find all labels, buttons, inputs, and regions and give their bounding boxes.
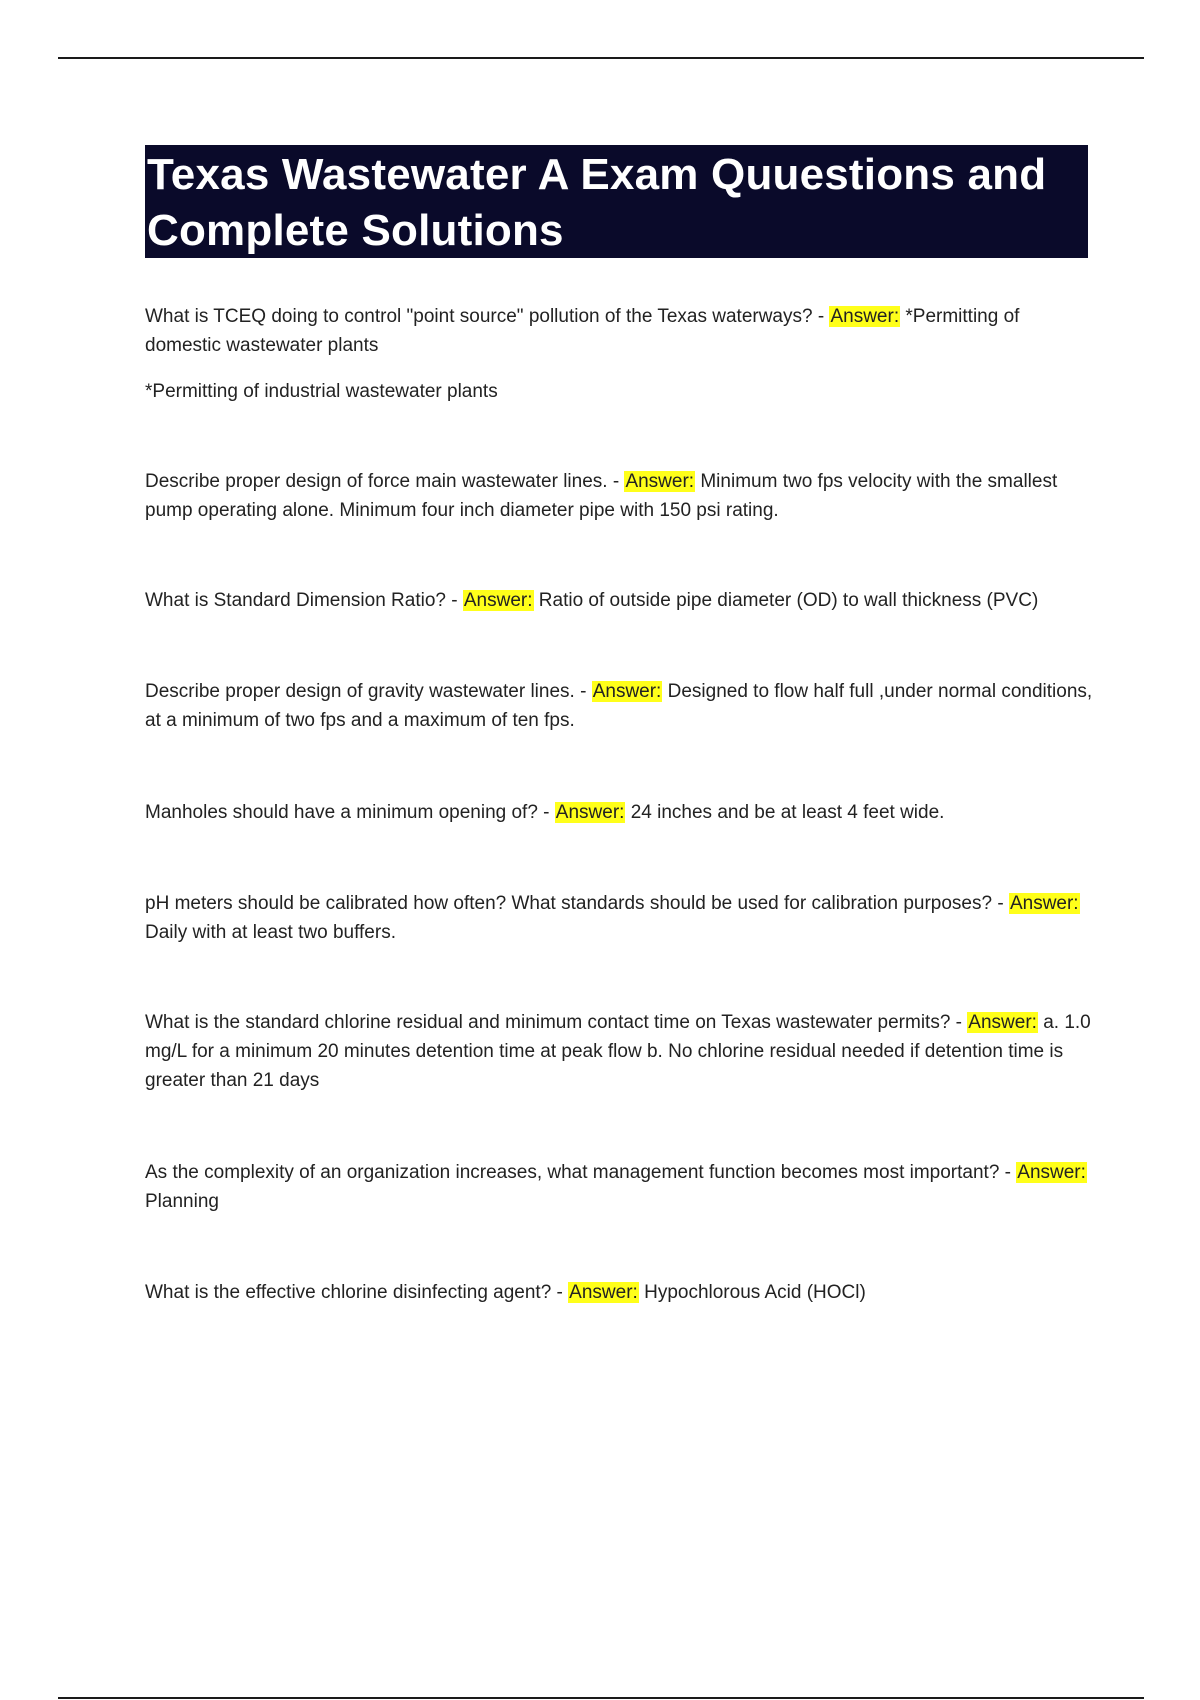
qa-paragraph bbox=[145, 798, 1095, 827]
qa-item bbox=[145, 1008, 1095, 1095]
question-text: What is the effective chlorine disinfecting agent? - bbox=[145, 1282, 569, 1303]
title-banner bbox=[145, 145, 1088, 258]
question-text: Describe proper design of gravity wastewater lines. - bbox=[145, 681, 592, 702]
answer-text: Ratio of outside pipe diameter (OD) to wall thickness (PVC) bbox=[533, 590, 1039, 611]
qa-paragraph bbox=[145, 467, 1095, 525]
answer-text: Planning bbox=[145, 1191, 219, 1212]
qa-item bbox=[145, 1158, 1095, 1216]
answer-label: Answer: bbox=[1017, 1162, 1086, 1183]
qa-paragraph bbox=[145, 1008, 1095, 1095]
answer-label: Answer: bbox=[830, 306, 900, 327]
answer-text: Minimum two fps velocity with the smallest pump operating alone. Minimum four inch diameter pipe with 150 psi rating. bbox=[145, 471, 1058, 521]
answer-text: Designed to flow half full ,under normal conditions, at a minimum of two fps and a maximum of ten fps. bbox=[145, 681, 1093, 731]
question-text: What is Standard Dimension Ratio? - bbox=[145, 590, 463, 611]
qa-item bbox=[145, 889, 1095, 947]
qa-item bbox=[145, 798, 1095, 827]
qa-item bbox=[145, 1278, 1095, 1307]
document-title: Texas Wastewater A Exam Quuestions and Complete Solutions bbox=[147, 150, 1047, 255]
qa-item bbox=[145, 677, 1095, 735]
qa-item bbox=[145, 586, 1095, 615]
qa-item bbox=[145, 467, 1095, 525]
answer-label: Answer: bbox=[463, 590, 533, 611]
answer-label: Answer: bbox=[1009, 893, 1079, 914]
answer-label: Answer: bbox=[569, 1282, 638, 1303]
qa-paragraph bbox=[145, 677, 1095, 735]
question-text: pH meters should be calibrated how often? What standards should be used for calibration purposes? - bbox=[145, 893, 1009, 914]
qa-item bbox=[145, 302, 1095, 406]
question-text: As the complexity of an organization increases, what management function becomes most important? - bbox=[145, 1162, 1017, 1183]
bottom-rule bbox=[58, 1697, 1144, 1699]
top-rule bbox=[58, 57, 1144, 59]
answer-label: Answer: bbox=[592, 681, 662, 702]
answer-text: a. 1.0 mg/L for a minimum 20 minutes detention time at peak flow b. No chlorine residual needed if detention time is greater than 21 days bbox=[145, 1012, 1091, 1091]
qa-paragraph bbox=[145, 889, 1095, 947]
qa-paragraph bbox=[145, 1158, 1095, 1216]
answer-label: Answer: bbox=[555, 802, 625, 823]
answer-text: Daily with at least two buffers. bbox=[145, 922, 396, 943]
qa-paragraph bbox=[145, 1278, 1095, 1307]
answer-text: *Permitting of domestic wastewater plants bbox=[145, 306, 1020, 356]
question-text: What is the standard chlorine residual and minimum contact time on Texas wastewater permits? - bbox=[145, 1012, 968, 1033]
question-text: Manholes should have a minimum opening of? - bbox=[145, 802, 555, 823]
answer-label: Answer: bbox=[625, 471, 695, 492]
qa-paragraph bbox=[145, 302, 1095, 360]
answer-label: Answer: bbox=[968, 1012, 1037, 1033]
question-text: Describe proper design of force main wastewater lines. - bbox=[145, 471, 625, 492]
answer-text: 24 inches and be at least 4 feet wide. bbox=[625, 802, 945, 823]
answer-extra: *Permitting of industrial wastewater plants bbox=[145, 381, 498, 402]
qa-paragraph bbox=[145, 586, 1095, 615]
question-text: What is TCEQ doing to control "point source" pollution of the Texas waterways? - bbox=[145, 306, 830, 327]
answer-text: Hypochlorous Acid (HOCl) bbox=[638, 1282, 866, 1303]
